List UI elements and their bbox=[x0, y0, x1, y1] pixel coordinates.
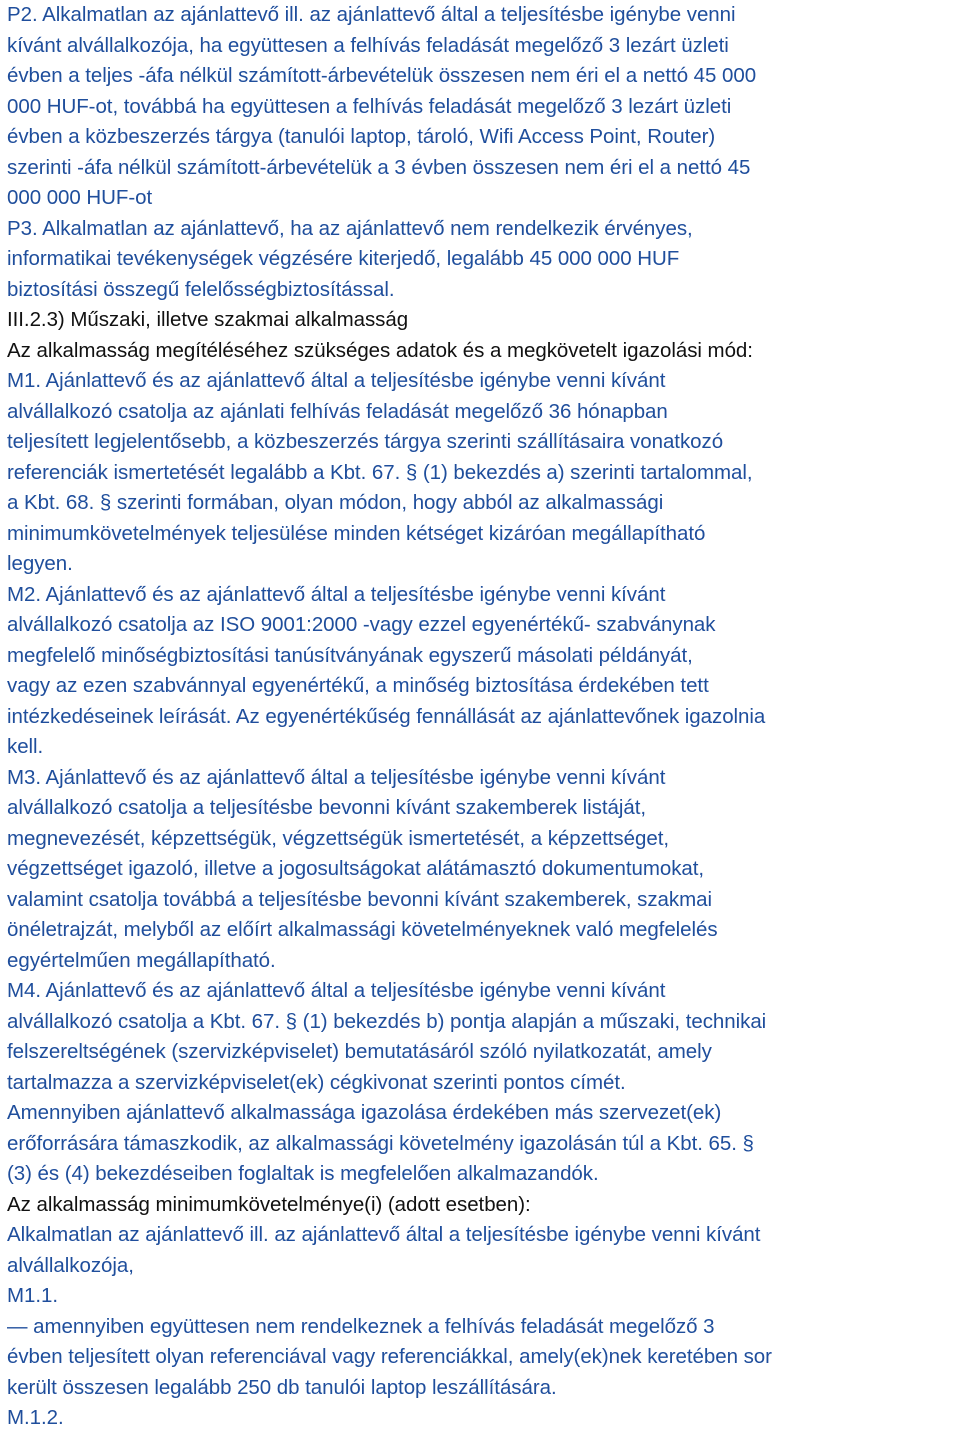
body-text-line: tartalmazza a szervizképviselet(ek) cégkivonat szerinti pontos címét. bbox=[7, 1070, 626, 1094]
body-text-line: alvállalkozó csatolja az ajánlati felhívás feladását megelőző 36 hónapban bbox=[7, 399, 668, 423]
body-text-line: M1. Ajánlattevő és az ajánlattevő által a teljesítésbe igénybe venni kívánt bbox=[7, 369, 666, 392]
body-text-line: P2. Alkalmatlan az ajánlattevő ill. az ajánlattevő által a teljesítésbe igénybe venni bbox=[7, 3, 736, 26]
body-text-line: M4. Ajánlattevő és az ajánlattevő által a teljesítésbe igénybe venni kívánt bbox=[7, 979, 666, 1002]
body-text-line: évben teljesített olyan referenciával vagy referenciákkal, amely(ek)nek keretében sor bbox=[7, 1345, 772, 1368]
body-text-line: önéletrajzát, melyből az előírt alkalmassági követelményeknek való megfelelés bbox=[7, 918, 718, 941]
body-text-line: erőforrására támaszkodik, az alkalmassági követelmény igazolásán túl a Kbt. 65. § bbox=[7, 1131, 754, 1155]
body-text-line: Alkalmatlan az ajánlattevő ill. az ajánlattevő által a teljesítésbe igénybe venni kívánt bbox=[7, 1223, 761, 1246]
body-text-line: évben a közbeszerzés tárgya (tanulói laptop, tároló, Wifi Access Point, Router) bbox=[7, 125, 716, 148]
body-text-line: vagy az ezen szabvánnyal egyenértékű, a minőség biztosítása érdekében tett bbox=[7, 674, 709, 697]
body-text-line: megnevezését, képzettségük, végzettségük ismertetését, a képzettséget, bbox=[7, 826, 669, 850]
body-text-line: — amennyiben együttesen nem rendelkeznek a felhívás feladását megelőző 3 bbox=[7, 1314, 715, 1338]
body-text-line: 000 HUF-ot, továbbá ha együttesen a felhívás feladását megelőző 3 lezárt üzleti bbox=[7, 94, 732, 118]
body-text-line: évben a teljes -áfa nélkül számított-árbevételük összesen nem éri el a nettó 45 000 bbox=[7, 64, 757, 87]
body-text-line: M2. Ajánlattevő és az ajánlattevő által a teljesítésbe igénybe venni kívánt bbox=[7, 582, 666, 606]
body-text-line: legyen. bbox=[7, 552, 73, 575]
body-text-line: végzettséget igazoló, illetve a jogosultságokat alátámasztó dokumentumokat, bbox=[7, 857, 705, 880]
body-text-line: 000 000 HUF-ot bbox=[7, 186, 153, 209]
body-text-line: M1.1. bbox=[7, 1284, 59, 1307]
body-text-line: került összesen legalább 250 db tanulói laptop leszállítására. bbox=[7, 1375, 557, 1399]
body-text-line: valamint csatolja továbbá a teljesítésbe bevonni kívánt szakemberek, szakmai bbox=[7, 887, 712, 911]
body-text-line: megfelelő minőségbiztosítási tanúsítványának egyszerű másolati példányát, bbox=[7, 643, 693, 667]
body-text-line: (3) és (4) bekezdéseiben foglaltak is megfelelően alkalmazandók. bbox=[7, 1162, 599, 1185]
section-heading-line: Az alkalmasság minimumkövetelménye(i) (adott esetben): bbox=[7, 1192, 531, 1216]
body-text-line: biztosítási összegű felelősségbiztosítással. bbox=[7, 277, 395, 301]
body-text-line: M3. Ajánlattevő és az ajánlattevő által a teljesítésbe igénybe venni kívánt bbox=[7, 765, 666, 789]
body-text-line: intézkedéseinek leírását. Az egyenértékűség fennállását az ajánlattevőnek igazolnia bbox=[7, 704, 766, 728]
body-text-line: alvállalkozó csatolja a Kbt. 67. § (1) bekezdés b) pontja alapján a műszaki, technikai bbox=[7, 1009, 767, 1033]
body-text-line: Amennyiben ajánlattevő alkalmassága igazolása érdekében más szervezet(ek) bbox=[7, 1101, 722, 1124]
body-text-line: a Kbt. 68. § szerinti formában, olyan módon, hogy abból az alkalmassági bbox=[7, 491, 664, 514]
body-text-line: teljesített legjelentősebb, a közbeszerzés tárgya szerinti szállításaira vonatkozó bbox=[7, 430, 724, 453]
body-text-line: egyértelműen megállapítható. bbox=[7, 948, 276, 972]
section-heading-line: III.2.3) Műszaki, illetve szakmai alkalmasság bbox=[7, 308, 409, 331]
body-text-line: felszereltségének (szervizképviselet) bemutatásáról szóló nyilatkozatát, amely bbox=[7, 1040, 712, 1063]
body-text-line: alvállalkozó csatolja az ISO 9001:2000 -vagy ezzel egyenértékű- szabványnak bbox=[7, 613, 716, 636]
body-text-line: M.1.2. bbox=[7, 1406, 64, 1429]
body-text-line: kívánt alvállalkozója, ha együttesen a felhívás feladását megelőző 3 lezárt üzleti bbox=[7, 33, 729, 57]
body-text-line: P3. Alkalmatlan az ajánlattevő, ha az ajánlattevő nem rendelkezik érvényes, bbox=[7, 216, 693, 240]
body-text-line: szerinti -áfa nélkül számított-árbevételük a 3 évben összesen nem éri el a nettó 45 bbox=[7, 155, 751, 179]
body-text-line: kell. bbox=[7, 735, 44, 758]
body-text-line: alvállalkozó csatolja a teljesítésbe bevonni kívánt szakemberek listáját, bbox=[7, 796, 647, 819]
body-text-line: referenciák ismertetését legalább a Kbt. 67. § (1) bekezdés a) szerinti tartalommal, bbox=[7, 460, 753, 484]
body-text-line: alvállalkozója, bbox=[7, 1253, 134, 1277]
body-text-line: minimumkövetelmények teljesülése minden kétséget kizáróan megállapítható bbox=[7, 521, 706, 545]
section-heading-line: Az alkalmasság megítéléséhez szükséges adatok és a megkövetelt igazolási mód: bbox=[7, 338, 753, 362]
document-page bbox=[7, 0, 960, 1434]
body-text-line: informatikai tevékenységek végzésére kiterjedő, legalább 45 000 000 HUF bbox=[7, 247, 680, 270]
